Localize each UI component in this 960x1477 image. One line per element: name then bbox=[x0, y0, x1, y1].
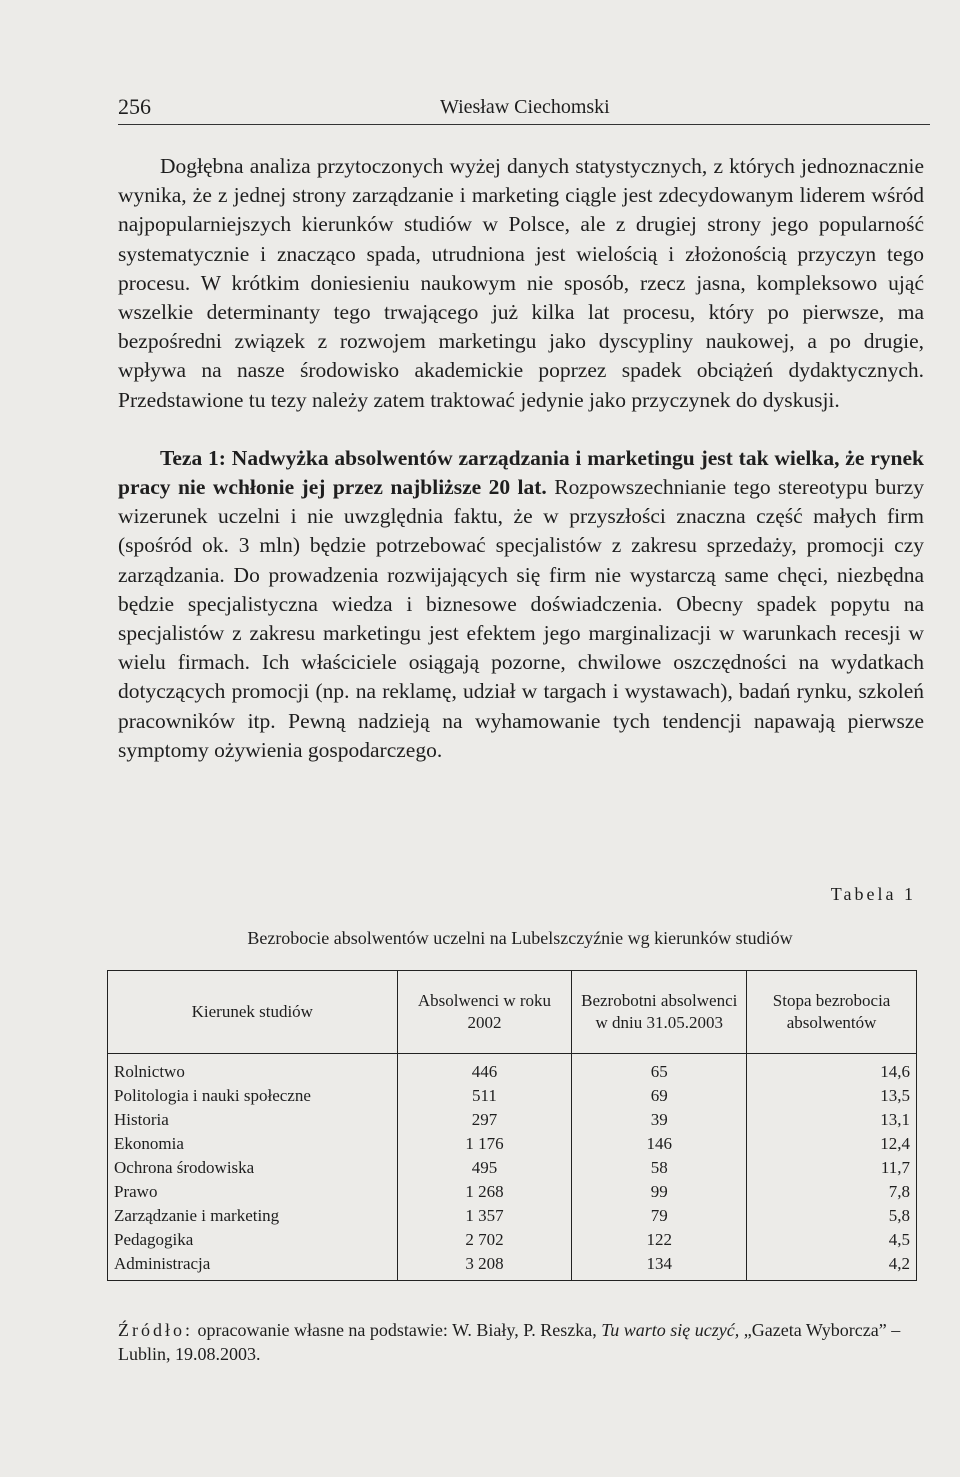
unemployed: 69 bbox=[572, 1084, 747, 1108]
table-row bbox=[108, 1252, 917, 1281]
table-label: Tabela 1 bbox=[830, 884, 916, 904]
graduates: 1 176 bbox=[397, 1132, 572, 1156]
unemployment-table bbox=[107, 970, 917, 1281]
source-publication: „Gazeta Wyborcza” – Lublin, 19.08.2003. bbox=[118, 1320, 901, 1364]
graduates: 3 208 bbox=[397, 1252, 572, 1281]
unemployment-rate: 4,5 bbox=[747, 1228, 917, 1252]
graduates: 511 bbox=[397, 1084, 572, 1108]
unemployed: 146 bbox=[572, 1132, 747, 1156]
unemployment-rate: 4,2 bbox=[747, 1252, 917, 1281]
field-of-study: Administracja bbox=[108, 1252, 398, 1281]
table-row bbox=[108, 1180, 917, 1204]
table-row bbox=[108, 1084, 917, 1108]
unemployment-rate: 5,8 bbox=[747, 1204, 917, 1228]
unemployment-rate: 7,8 bbox=[747, 1180, 917, 1204]
body-text bbox=[118, 152, 924, 765]
unemployed: 99 bbox=[572, 1180, 747, 1204]
paragraph-2: Rozpowszechnianie tego stereotypu burzy wizerunek uczelni i nie uwzględnia faktu, że w przyszłości znaczna część małych firm (spośród ok. 3 mln) będzie potrzebować specjalistów z zakresu sprzedaży, promocji czy zarządzania. Do prowadzenia rozwijających się firm nie wystarczą same chęci, niezbędna będzie specjalistyczna wiedza i biznesowe doświadczenia. Obecny spadek popytu na specjalistów z zakresu marketingu jest efektem jego marginalizacji w warunkach recesji w wielu firmach. Ich właściciele osiągają pozorne, chwilowe oszczędności na wydatkach dotyczących promocji (np. na reklamę, udział w targach i wystawach), badań rynku, szkoleń pracowników itp. Pewną nadzieją na wyhamowanie tych tendencji napawają pierwsze symptomy ożywienia gospodarczego. bbox=[118, 475, 924, 762]
field-of-study: Ekonomia bbox=[108, 1132, 398, 1156]
source-note bbox=[118, 1318, 924, 1366]
unemployment-rate: 13,5 bbox=[747, 1084, 917, 1108]
field-of-study: Rolnictwo bbox=[108, 1054, 398, 1085]
graduates: 1 268 bbox=[397, 1180, 572, 1204]
unemployment-rate: 12,4 bbox=[747, 1132, 917, 1156]
unemployed: 122 bbox=[572, 1228, 747, 1252]
source-text: opracowanie własne na podstawie: W. Biały, P. Reszka, bbox=[197, 1320, 597, 1340]
graduates: 446 bbox=[397, 1054, 572, 1085]
unemployed: 58 bbox=[572, 1156, 747, 1180]
field-of-study: Historia bbox=[108, 1108, 398, 1132]
column-header: Stopa bezrobocia absolwentów bbox=[747, 971, 917, 1054]
table-row bbox=[108, 1204, 917, 1228]
unemployed: 65 bbox=[572, 1054, 747, 1085]
source-label: Źródło: bbox=[118, 1320, 193, 1340]
table-row bbox=[108, 1156, 917, 1180]
graduates: 2 702 bbox=[397, 1228, 572, 1252]
unemployment-rate: 14,6 bbox=[747, 1054, 917, 1085]
table-row bbox=[108, 1132, 917, 1156]
table-row bbox=[108, 1228, 917, 1252]
unemployment-rate: 11,7 bbox=[747, 1156, 917, 1180]
page-header bbox=[118, 92, 930, 125]
table-title: Bezrobocie absolwentów uczelni na Lubelszczyźnie wg kierunków studiów bbox=[247, 928, 793, 948]
graduates: 1 357 bbox=[397, 1204, 572, 1228]
column-header: Bezrobotni absolwenci w dniu 31.05.2003 bbox=[572, 971, 747, 1054]
running-head: Wiesław Ciechomski bbox=[440, 96, 610, 118]
unemployed: 134 bbox=[572, 1252, 747, 1281]
column-header: Kierunek studiów bbox=[108, 971, 398, 1054]
source-article-title: Tu warto się uczyć, bbox=[601, 1320, 740, 1340]
field-of-study: Pedagogika bbox=[108, 1228, 398, 1252]
thesis-1: Teza 1: Nadwyżka absolwentów zarządzania i marketingu jest tak wielka, że rynek pracy nie wchłonie jej przez najbliższe 20 lat. bbox=[118, 445, 924, 500]
graduates: 495 bbox=[397, 1156, 572, 1180]
field-of-study: Politologia i nauki społeczne bbox=[108, 1084, 398, 1108]
graduates: 297 bbox=[397, 1108, 572, 1132]
field-of-study: Prawo bbox=[108, 1180, 398, 1204]
table-row bbox=[108, 1108, 917, 1132]
page-number: 256 bbox=[118, 94, 151, 119]
field-of-study: Ochrona środowiska bbox=[108, 1156, 398, 1180]
unemployment-rate: 13,1 bbox=[747, 1108, 917, 1132]
paragraph-1: Dogłębna analiza przytoczonych wyżej danych statystycznych, z których jednoznacznie wynika, że z jednej strony zarządzanie i marketing ciągle jest zdecydowanym liderem wśród najpopularniejszych kierunków studiów w Polsce, ale z drugiej strony jego popularność systematycznie i znacząco spada, utrudniona jest wielością i złożonością przyczyn tego procesu. W krótkim doniesieniu naukowym nie sposób, rzecz jasna, kompleksowo ująć wszelkie determinanty tego trwającego już kilka lat procesu, który po pierwsze, ma bezpośredni związek z rozwojem marketingu jako dyscypliny naukowej, a po drugie, wpływa na nasze środowisko akademickie poprzez spadek obciążeń dydaktycznych. Przedstawione tu tezy należy zatem traktować jedynie jako przyczynek do dyskusji. bbox=[118, 154, 924, 412]
field-of-study: Zarządzanie i marketing bbox=[108, 1204, 398, 1228]
table-row bbox=[108, 1054, 917, 1085]
column-header: Absolwenci w roku 2002 bbox=[397, 971, 572, 1054]
unemployed: 79 bbox=[572, 1204, 747, 1228]
unemployed: 39 bbox=[572, 1108, 747, 1132]
